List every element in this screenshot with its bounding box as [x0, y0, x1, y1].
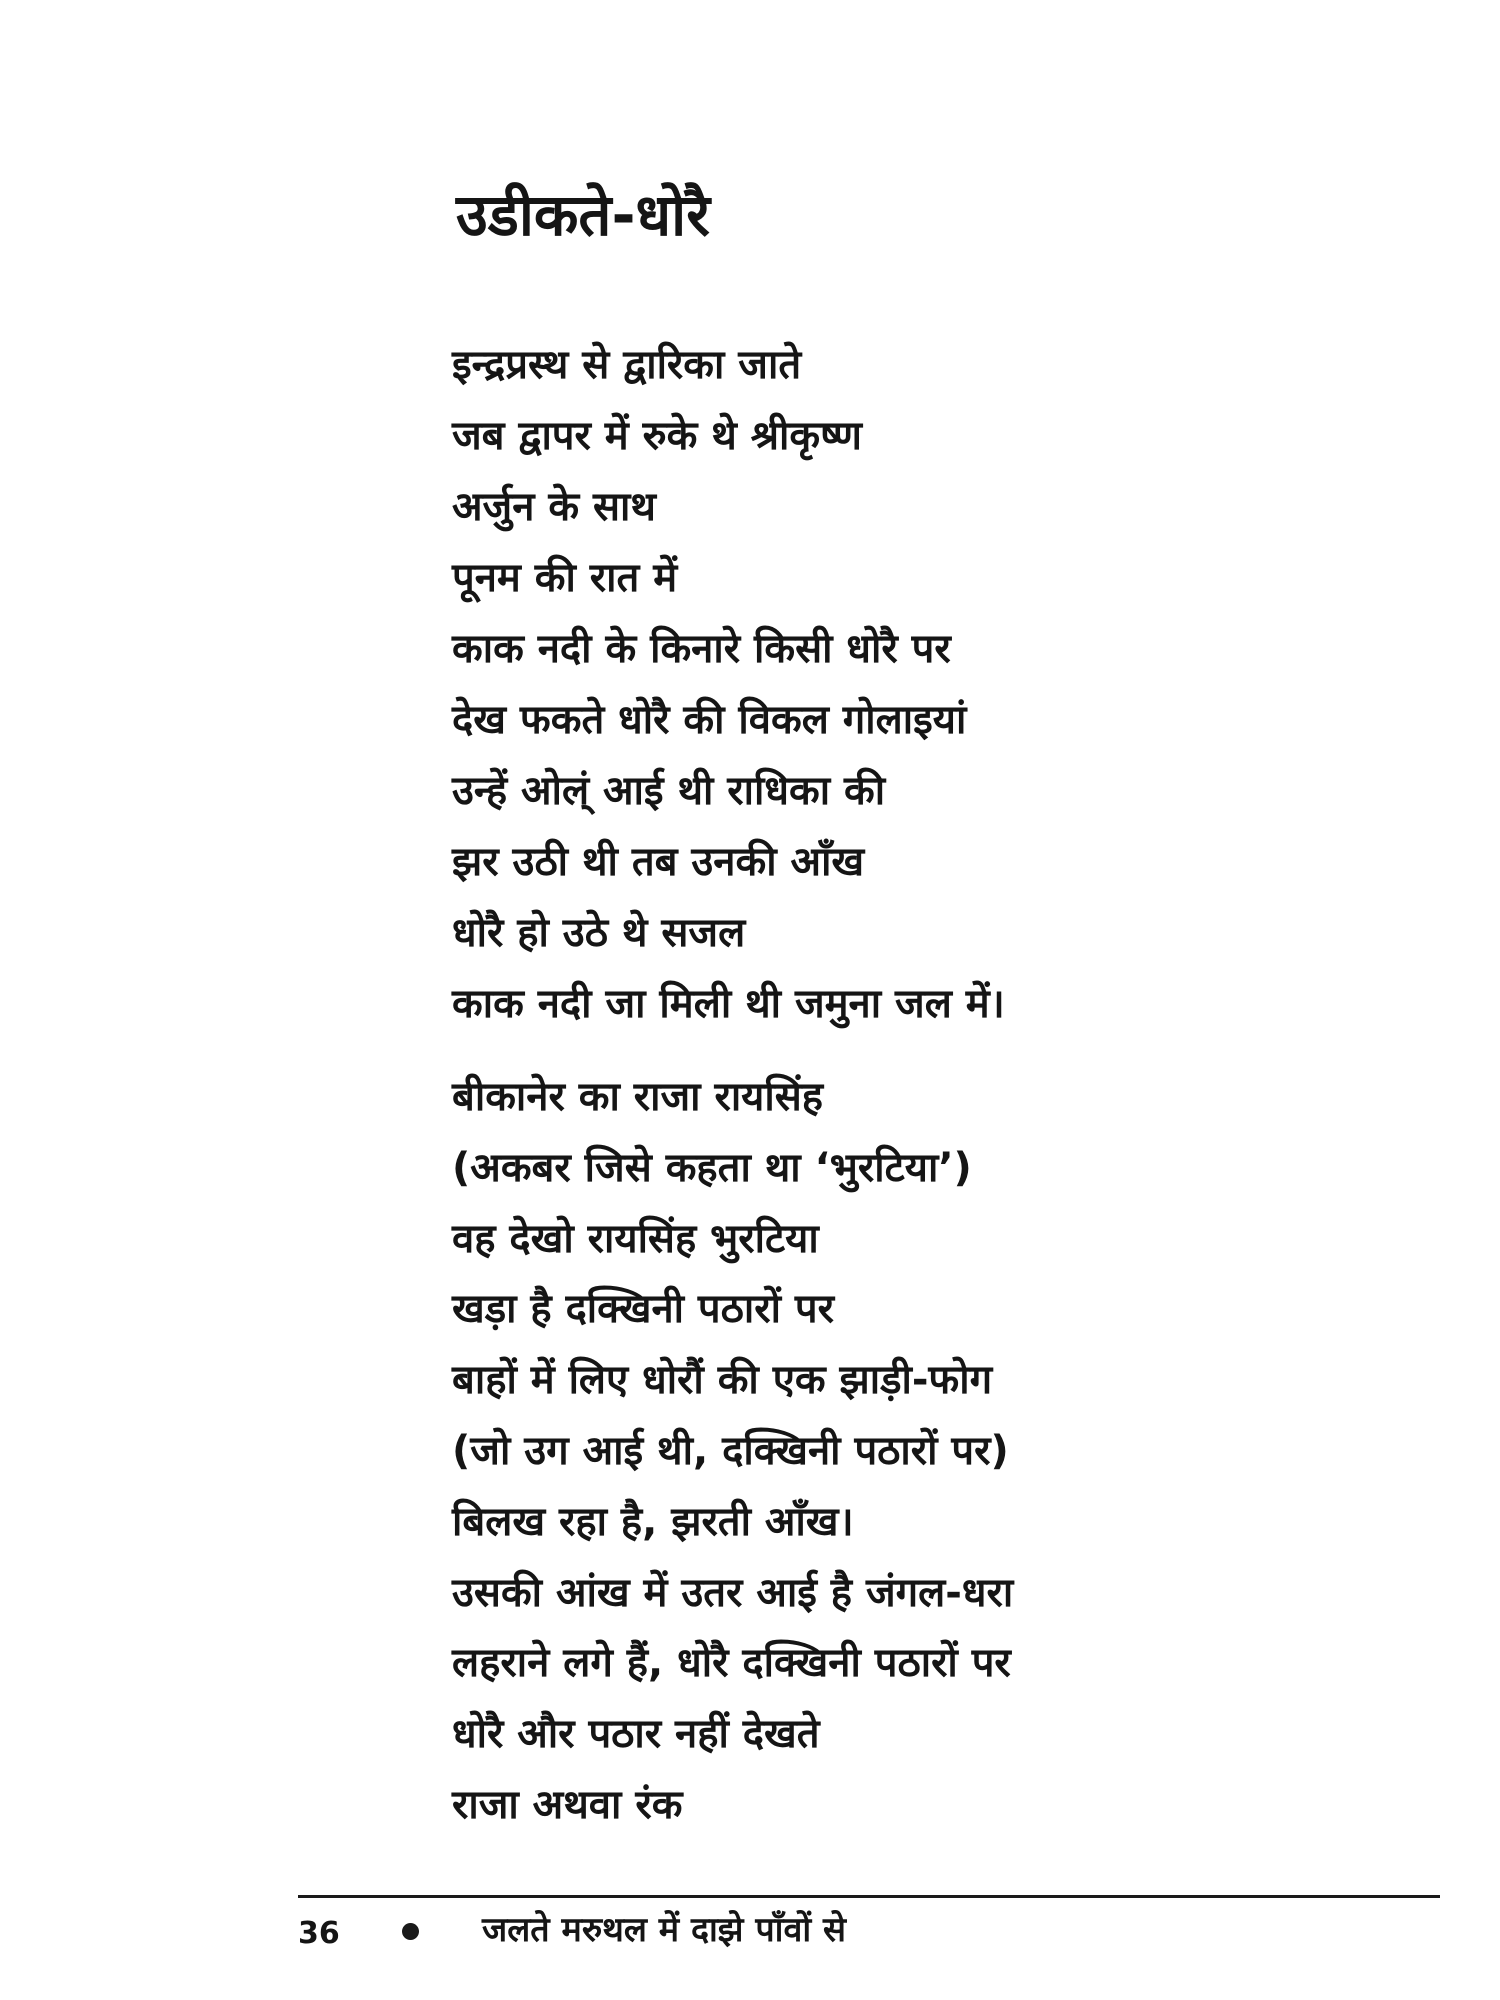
- poem-title: उडीकते-धोरै: [456, 181, 710, 249]
- poem-line: उसकी आंख में उतर आई है जंगल-धरा: [452, 1569, 1014, 1616]
- poem-line: काक नदी जा मिली थी जमुना जल में।: [452, 981, 1005, 1027]
- poem-line: (जो उग आई थी, दक्खिनी पठारों पर): [452, 1427, 1009, 1474]
- poem-line: उन्हें ओल्ं आई थी राधिका की: [452, 768, 886, 814]
- stanza-2: [452, 1062, 1013, 1841]
- poem-line: वह देखो रायसिंह भुरटिया: [452, 1215, 819, 1262]
- poem-line: लहराने लगे हैं, धोरै दक्खिनी पठारों पर: [452, 1640, 1011, 1687]
- footer-divider: [298, 1895, 1440, 1898]
- bullet-icon: [402, 1923, 419, 1940]
- book-title: जलते मरुथल में दाझे पाँवों से: [482, 1910, 846, 1950]
- poem-line: जब द्वापर में रुके थे श्रीकृष्ण: [452, 413, 862, 459]
- poem-line: बिलख रहा है, झरती आँख।: [452, 1498, 854, 1545]
- poem-line: पूनम की रात में: [452, 555, 678, 601]
- poem-line: खड़ा है दक्खिनी पठारों पर: [452, 1286, 834, 1333]
- poem-line: धोरै हो उठे थे सजल: [452, 910, 746, 956]
- stanza-1: [452, 330, 1005, 1040]
- poem-line: (अकबर जिसे कहता था ‘भुरटिया’): [452, 1144, 972, 1191]
- poem-line: धोरै और पठार नहीं देखते: [452, 1711, 820, 1758]
- poem-line: अर्जुन के साथ: [452, 484, 656, 530]
- poem-line: इन्द्रप्रस्थ से द्वारिका जाते: [452, 342, 802, 388]
- poem-line: झर उठी थी तब उनकी आँख: [452, 839, 865, 885]
- poem-line: बीकानेर का राजा रायसिंह: [452, 1074, 824, 1120]
- poem-line: राजा अथवा रंक: [452, 1781, 683, 1828]
- poem-line: देख फकते धोरै की विकल गोलाइयां: [452, 697, 967, 743]
- poem-line: बाहों में लिए धोरौं की एक झाड़ी-फोग: [452, 1357, 993, 1404]
- page-number: 36: [298, 1916, 340, 1951]
- poem-line: काक नदी के किनारे किसी धोरै पर: [452, 626, 951, 672]
